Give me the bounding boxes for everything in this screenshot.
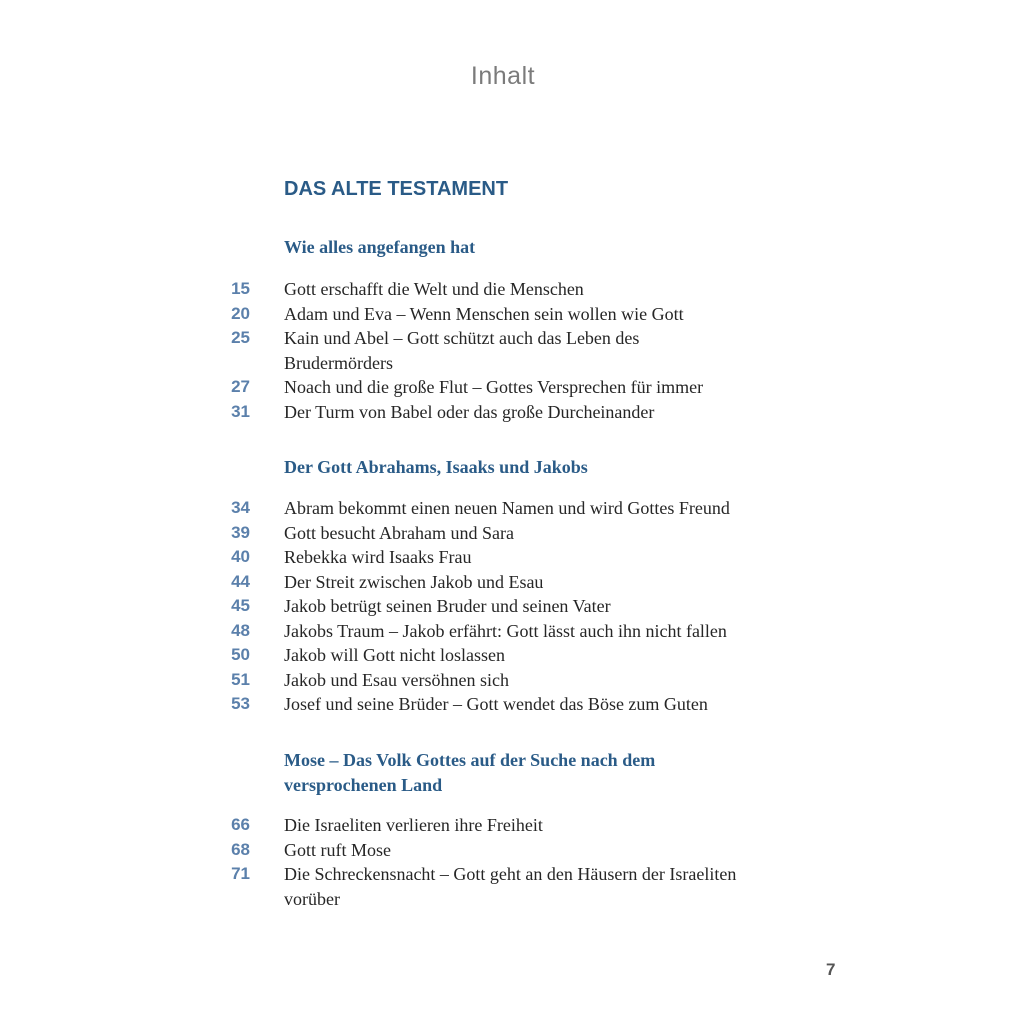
toc-page-number: 53	[231, 694, 250, 713]
toc-entry-title: Josef und seine Brüder – Gott wendet das Böse zum Guten	[284, 694, 708, 714]
toc-page-number: 15	[231, 279, 250, 298]
toc-page-number: 68	[231, 839, 250, 859]
toc-page-number: 40	[231, 547, 250, 566]
page-number: 7	[826, 960, 836, 979]
toc-entry-title: Der Turm von Babel oder das große Durcheinander	[284, 401, 655, 422]
toc-page-number: 51	[231, 669, 250, 689]
toc-entry-title: Gott erschafft die Welt und die Menschen	[284, 279, 584, 299]
toc-entry	[0, 521, 1024, 546]
toc-entry	[0, 375, 1024, 400]
toc-entry	[0, 302, 1024, 327]
toc-entry	[0, 668, 1024, 693]
toc-entry	[0, 326, 1024, 373]
toc-page-number: 66	[231, 815, 250, 834]
section-heading: Mose – Das Volk Gottes auf der Suche nach dem versprochenen Land	[284, 750, 656, 795]
toc-page-number: 45	[231, 596, 250, 615]
toc-entry	[0, 619, 1024, 644]
toc-entry	[0, 862, 1024, 909]
toc-page-number: 25	[231, 328, 250, 347]
toc-entry	[0, 838, 1024, 863]
part-heading: DAS ALTE TESTAMENT	[284, 178, 509, 200]
toc-entry	[0, 277, 1024, 302]
toc-entry	[0, 545, 1024, 570]
toc-entry-title: Jakob und Esau versöhnen sich	[284, 669, 509, 690]
toc-page-number: 20	[231, 303, 250, 323]
toc-page-number: 39	[231, 522, 250, 542]
section-heading: Der Gott Abrahams, Isaaks und Jakobs	[284, 457, 588, 477]
toc-entry	[0, 400, 1024, 425]
toc-entry	[0, 570, 1024, 595]
toc-entry	[0, 496, 1024, 521]
toc-entry-title: Kain und Abel – Gott schützt auch das Leben des Brudermörders	[284, 328, 640, 373]
toc-entry	[0, 813, 1024, 838]
toc-entry-title: Gott besucht Abraham und Sara	[284, 522, 514, 543]
toc-entry-title: Der Streit zwischen Jakob und Esau	[284, 571, 544, 592]
toc-entry-title: Gott ruft Mose	[284, 839, 391, 860]
toc-page-number: 27	[231, 377, 250, 396]
page-title: Inhalt	[470, 62, 536, 90]
toc-page-number: 31	[231, 401, 250, 421]
toc-entry	[0, 692, 1024, 717]
toc-page-number: 44	[231, 571, 250, 591]
toc-page-number: 50	[231, 645, 250, 664]
toc-entry-title: Rebekka wird Isaaks Frau	[284, 547, 472, 567]
toc-entry-title: Jakobs Traum – Jakob erfährt: Gott lässt auch ihn nicht fallen	[284, 620, 727, 641]
section-heading: Wie alles angefangen hat	[284, 237, 476, 257]
toc-entry-title: Die Schreckensnacht – Gott geht an den Häusern der Israeliten vorüber	[284, 864, 737, 909]
toc-entry	[0, 594, 1024, 619]
toc-entry-title: Jakob betrügt seinen Bruder und seinen Vater	[284, 596, 611, 616]
toc-page-number: 34	[231, 498, 250, 517]
toc-page-number: 48	[231, 620, 250, 640]
toc-entry-title: Adam und Eva – Wenn Menschen sein wollen wie Gott	[284, 303, 684, 324]
toc-entry-title: Jakob will Gott nicht loslassen	[284, 645, 505, 665]
toc-entry-title: Die Israeliten verlieren ihre Freiheit	[284, 815, 543, 835]
toc-page-number: 71	[231, 864, 250, 883]
toc-entry-title: Noach und die große Flut – Gottes Versprechen für immer	[284, 377, 704, 397]
toc-entry-title: Abram bekommt einen neuen Namen und wird Gottes Freund	[284, 498, 730, 518]
toc-entry	[0, 643, 1024, 668]
